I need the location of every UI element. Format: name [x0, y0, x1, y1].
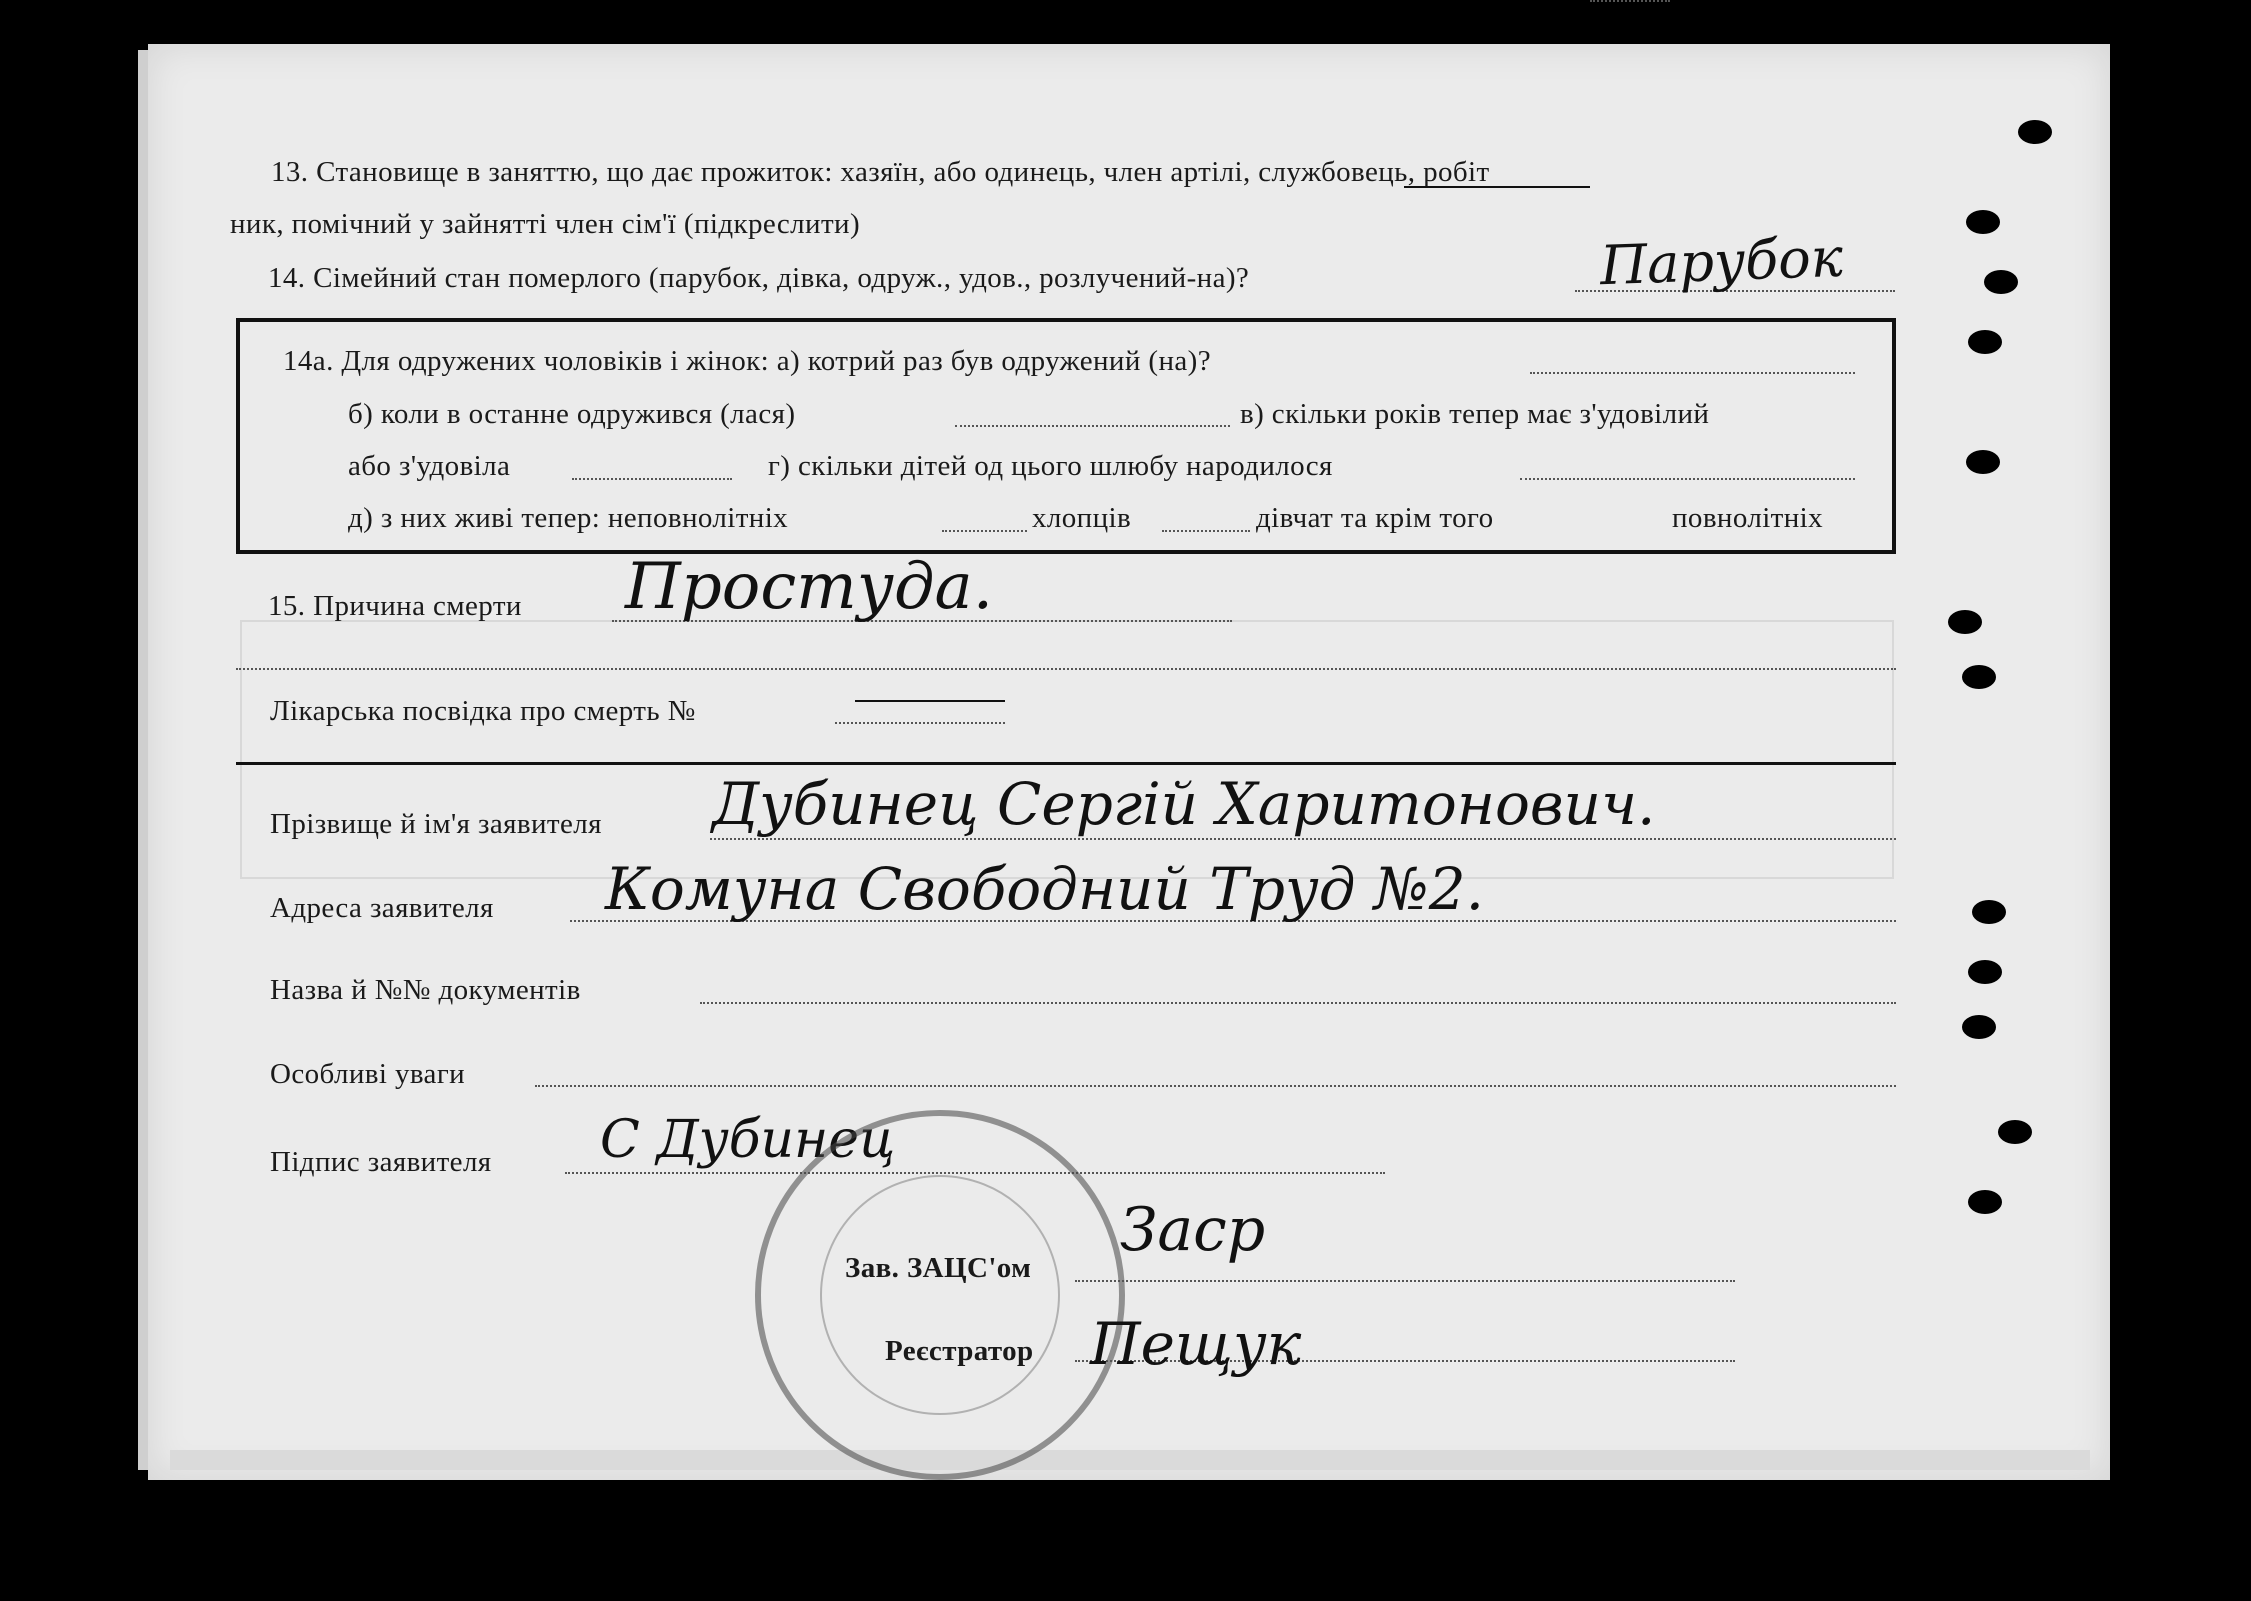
binding-hole [1948, 610, 1982, 634]
item-14a-b: б) коли в останне одружився (лася) [348, 398, 796, 430]
item-14a-girls: дівчат та крім того [1256, 502, 1494, 534]
binding-hole [1998, 1120, 2032, 1144]
medical-certificate-dots [835, 722, 1005, 724]
medical-certificate-dash [855, 700, 1005, 702]
item-14a-boys: хлопців [1032, 502, 1132, 534]
zags-head-signature: Заср [1120, 1195, 1266, 1265]
notes-label: Особливі уваги [270, 1058, 466, 1090]
zags-head-label: Зав. ЗАЦС'ом [845, 1252, 1032, 1284]
item-14a-dots-minors [942, 530, 1027, 532]
binding-hole [1972, 900, 2006, 924]
item-14a-v: в) скільки років тепер має з'удовілий [1240, 398, 1710, 430]
zags-head-dots [1075, 1280, 1735, 1282]
documents-dots [700, 1002, 1896, 1004]
item-14a-dots-widowed [572, 478, 732, 480]
binding-hole [2018, 120, 2052, 144]
item-14a-dots-g [1520, 478, 1855, 480]
item-14a-dots-1 [1530, 372, 1855, 374]
member-artel-underline [1404, 186, 1590, 188]
registrar-label: Реєстратор [885, 1335, 1034, 1367]
binding-hole [1962, 665, 1996, 689]
item-15-second-line [236, 668, 1896, 670]
section-divider [236, 762, 1896, 765]
item-13-line-2: ник, помічний у зайнятті член сім'ї (підкреслити) [230, 208, 861, 240]
applicant-name-value: Дубинец Сергій Харитонович. [712, 770, 1656, 838]
page-bottom-edge [170, 1450, 2090, 1470]
binding-hole [1968, 330, 2002, 354]
applicant-address-label: Адреса заявителя [270, 892, 494, 924]
applicant-name-dots [710, 838, 1896, 840]
applicant-name-label: Прізвище й ім'я заявителя [270, 808, 602, 840]
item-14a-adults: повнолітніх [1672, 502, 1824, 534]
notes-dots [535, 1085, 1896, 1087]
item-15-label: 15. Причина смерти [268, 590, 522, 622]
item-13-line-1: 13. Становище в заняттю, що дає прожиток: хазяїн, або одинець, член артілі, службовець, робіт [271, 156, 1490, 188]
binding-hole [1966, 210, 2000, 234]
binding-hole [1966, 450, 2000, 474]
applicant-signature-label: Підпис заявителя [270, 1146, 492, 1178]
medical-certificate-label: Лікарська посвідка про смерть № [270, 695, 696, 727]
binding-hole [1968, 960, 2002, 984]
item-14a-widowed: або з'удовіла [348, 450, 511, 482]
item-15-handwritten-value: Простуда. [625, 550, 994, 624]
registrar-signature: Пещук [1090, 1310, 1302, 1378]
official-stamp-inner-ring [820, 1175, 1060, 1415]
item-14a-dots-b [955, 425, 1230, 427]
item-14a-g: г) скільки дітей од цього шлюбу народилося [768, 450, 1333, 482]
binding-hole [1984, 270, 2018, 294]
item-14-label: 14. Сімейний стан померлого (парубок, дівка, одруж., удов., розлучений-на)? [268, 262, 1250, 294]
applicant-signature: С Дубинец [600, 1110, 896, 1170]
item-14a-dots-boys [1162, 530, 1250, 532]
applicant-address-value: Комуна Свободний Труд №2. [605, 855, 1485, 923]
binding-hole [1962, 1015, 1996, 1039]
binding-hole [1968, 1190, 2002, 1214]
item-14a-d: д) з них живі тепер: неповнолітніх [348, 502, 789, 534]
item-14-handwritten-value: Парубок [1598, 225, 1844, 298]
documents-label: Назва й №№ документів [270, 974, 581, 1006]
item-14a-dots-girls [1590, 0, 1670, 2]
item-14a-line-1: 14а. Для одружених чоловіків і жінок: а) котрий раз був одружений (на)? [283, 345, 1211, 377]
